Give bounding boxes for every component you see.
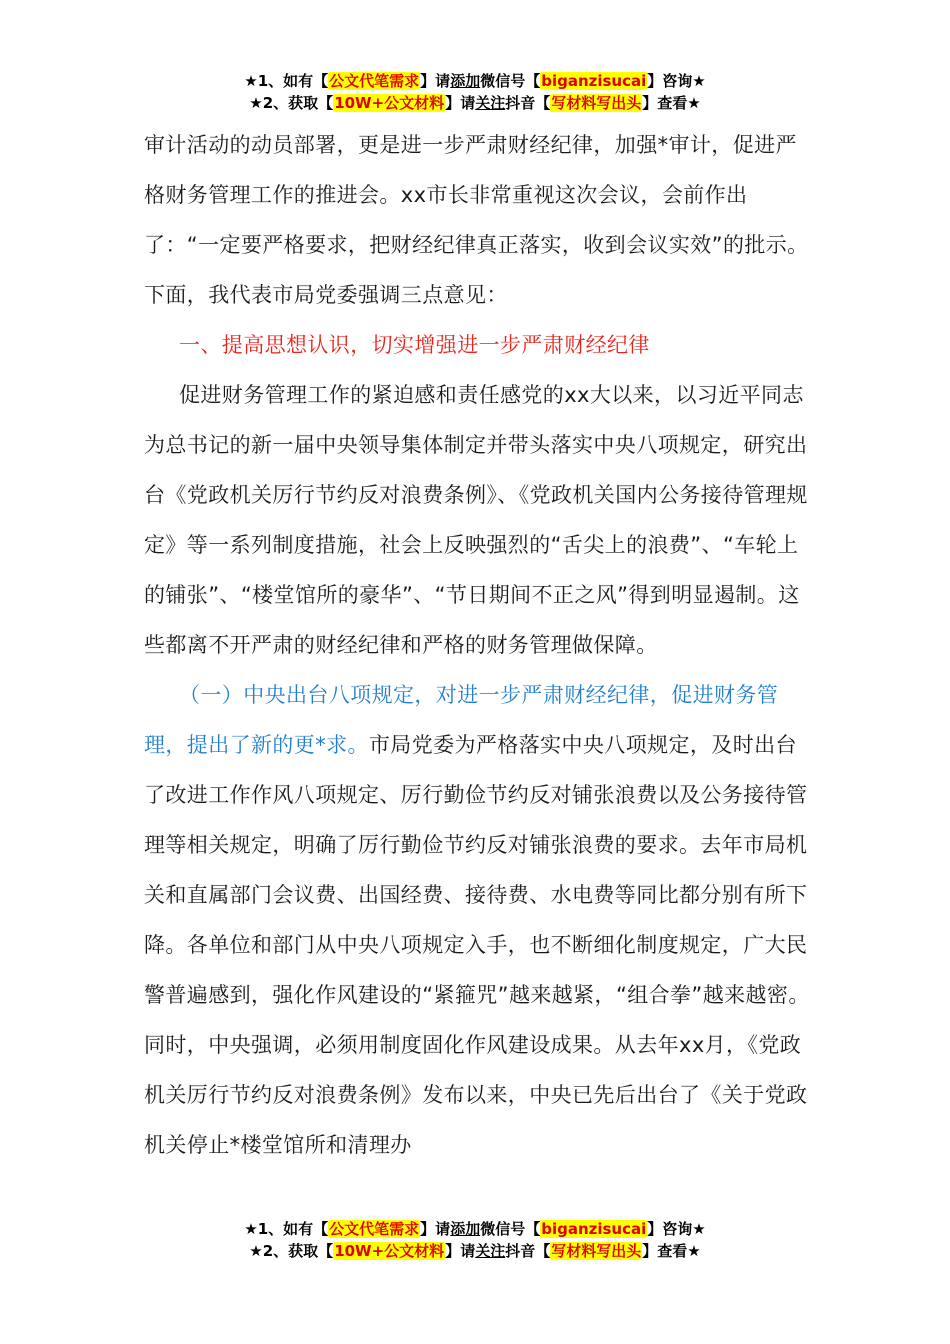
- banner-highlight: 写材料写出头: [551, 94, 642, 112]
- banner-text: 抖音【: [505, 94, 551, 112]
- sub-heading: （一）中央出台八项规定，对进一步严肃财经纪律，促进财务管理，提出了新的更*求。: [144, 683, 779, 757]
- banner-text: ★1、如有【: [244, 1220, 329, 1238]
- banner-highlight: 10W+公文材料: [334, 94, 445, 112]
- banner-text: 】查看★: [642, 94, 701, 112]
- banner-text: ★2、获取【: [249, 94, 334, 112]
- banner-text: 微信号【: [480, 72, 541, 90]
- banner-text: 】咨询★: [647, 1220, 706, 1238]
- bottom-banner: [0, 1218, 950, 1262]
- banner-text: 微信号【: [480, 1220, 541, 1238]
- paragraph: 促进财务管理工作的紧迫感和责任感党的xx大以来，以习近平同志为总书记的新一届中央领导集体制定并带头落实中央八项规定，研究出台《党政机关厉行节约反对浪费条例》、《党政机关国内公务接待管理规定》等一系列制度措施，社会上反映强烈的“舌尖上的浪费”、“车轮上的铺张”、“楼堂馆所的豪华”、“节日期间不正之风”得到明显遏制。这些都离不开严肃的财经纪律和严格的财务管理做保障。: [144, 383, 808, 657]
- paragraph: [144, 670, 812, 1170]
- banner-line-1: [0, 70, 950, 92]
- banner-text: 】请: [445, 1242, 476, 1260]
- banner-highlight: 公文代笔需求: [329, 1220, 420, 1238]
- banner-underlined: 添加: [450, 72, 481, 90]
- banner-text: 】请: [445, 94, 476, 112]
- banner-highlight: 10W+公文材料: [334, 1242, 445, 1260]
- paragraph: 审计活动的动员部署，更是进一步严肃财经纪律，加强*审计，促进严格财务管理工作的推进会。xx市长非常重视这次会议，会前作出了：“一定要严格要求，把财经纪律真正落实，收到会议实效”的批示。下面，我代表市局党委强调三点意见：: [144, 133, 809, 307]
- banner-underlined: 关注: [475, 1242, 506, 1260]
- banner-highlight: biganzisucai: [541, 1220, 647, 1238]
- document-body: [144, 120, 812, 1170]
- banner-text: ★2、获取【: [249, 1242, 334, 1260]
- top-banner: [0, 70, 950, 114]
- banner-highlight: 写材料写出头: [551, 1242, 642, 1260]
- banner-line-1: [0, 1218, 950, 1240]
- banner-text: 】咨询★: [647, 72, 706, 90]
- banner-text: 抖音【: [505, 1242, 551, 1260]
- banner-text: 】请: [420, 1220, 451, 1238]
- section-heading: 一、提高思想认识，切实增强进一步严肃财经纪律: [179, 333, 650, 357]
- banner-text: 】请: [420, 72, 451, 90]
- banner-highlight: biganzisucai: [541, 72, 647, 90]
- banner-text: ★1、如有【: [244, 72, 329, 90]
- banner-line-2: [0, 1240, 950, 1262]
- paragraph-text: 市局党委为严格落实中央八项规定，及时出台了改进工作作风八项规定、厉行勤俭节约反对铺张浪费以及公务接待管理等相关规定，明确了厉行勤俭节约反对铺张浪费的要求。去年市局机关和直属部门会议费、出国经费、接待费、水电费等同比都分别有所下降。各单位和部门从中央八项规定入手，也不断细化制度规定，广大民警普遍感到，强化作风建设的“紧箍咒”越来越紧，“组合拳”越来越密。同时，中央强调，必须用制度固化作风建设成果。从去年xx月，《党政机关厉行节约反对浪费条例》发布以来，中央已先后出台了《关于党政机关停止*楼堂馆所和清理办: [144, 733, 810, 1157]
- banner-text: 】查看★: [642, 1242, 701, 1260]
- banner-underlined: 关注: [475, 94, 506, 112]
- banner-highlight: 公文代笔需求: [329, 72, 420, 90]
- banner-underlined: 添加: [450, 1220, 481, 1238]
- banner-line-2: [0, 92, 950, 114]
